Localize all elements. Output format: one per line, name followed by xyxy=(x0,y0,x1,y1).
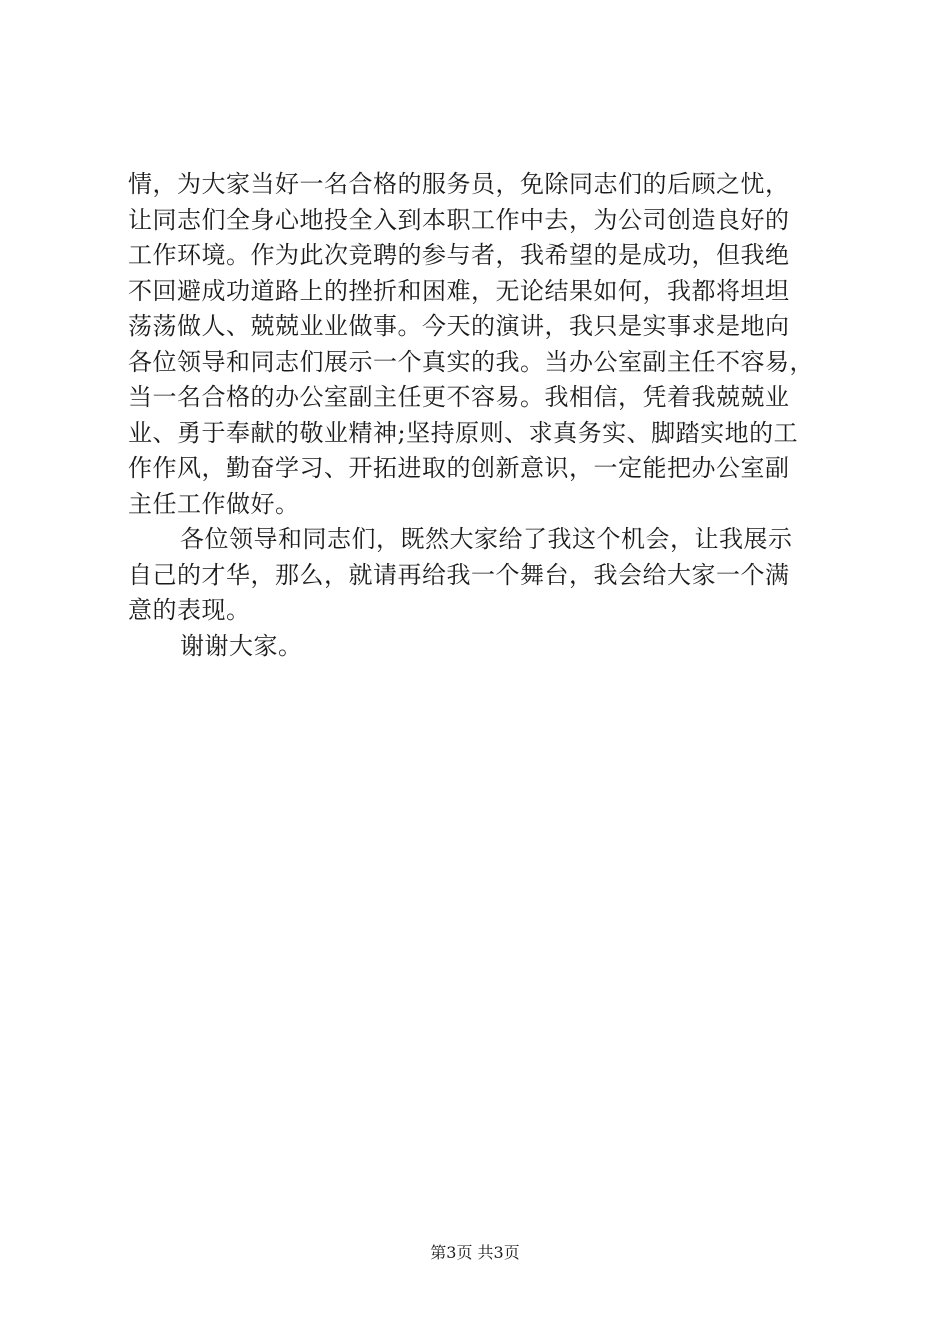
page-number-footer: 第3页 共3页 xyxy=(430,1243,520,1262)
text-line: 当一名合格的办公室副主任更不容易。我相信，凭着我兢兢业 xyxy=(128,383,790,411)
text-line: 情，为大家当好一名合格的服务员，免除同志们的后顾之忧， xyxy=(128,170,790,198)
closing-line: 谢谢大家。 xyxy=(180,631,303,660)
text-line: 工作环境。作为此次竞聘的参与者，我希望的是成功，但我绝 xyxy=(128,241,790,269)
body-text xyxy=(128,167,858,664)
text-line: 作作风，勤奋学习、开拓进取的创新意识，一定能把办公室副 xyxy=(128,454,790,482)
text-line: 让同志们全身心地投全入到本职工作中去，为公司创造良好的 xyxy=(128,205,790,234)
text-line: 主任工作做好。 xyxy=(128,489,300,518)
text-line: 不回避成功道路上的挫折和困难，无论结果如何，我都将坦坦 xyxy=(128,276,790,305)
paragraph-start-line: 各位领导和同志们，既然大家给了我这个机会，让我展示 xyxy=(180,525,793,553)
text-line: 各位领导和同志们展示一个真实的我。当办公室副主任不容易， xyxy=(128,347,814,376)
text-line: 业、勇于奉献的敬业精神;坚持原则、求真务实、脚踏实地的工 xyxy=(128,418,799,447)
text-line: 意的表现。 xyxy=(128,596,251,624)
text-line: 荡荡做人、兢兢业业做事。今天的演讲，我只是实事求是地向 xyxy=(128,312,790,340)
text-line: 自己的才华，那么，就请再给我一个舞台，我会给大家一个满 xyxy=(128,560,790,589)
